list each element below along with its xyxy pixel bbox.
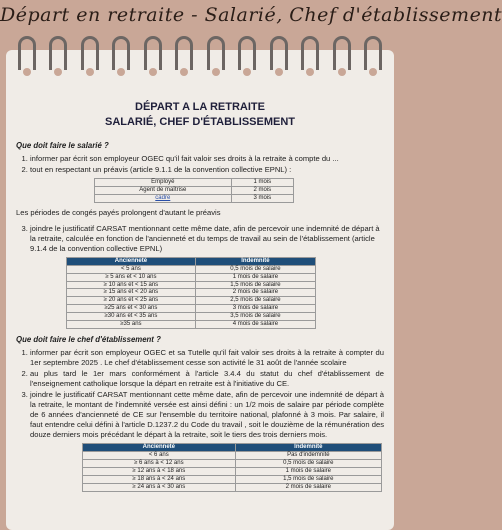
- table-row: [95, 194, 294, 202]
- table-cell: 1,5 mois de salaire: [235, 475, 381, 483]
- binding-ring: [49, 36, 67, 70]
- list-item: 3. joindre le justificatif CARSAT mentionnant cette même date, afin de percevoir une indemnité de départ à la retraite, calculée en fonction de l'ancienneté et du temps de travail au sein de l'établissement (article 9.1.4 de la convention collective EPNL): [30, 224, 384, 254]
- table-row: [67, 297, 316, 305]
- list-item: 2. tout en respectant un préavis (article 9.1.1 de la convention collective EPNL) :: [30, 165, 384, 175]
- table-row: [83, 467, 382, 475]
- table-header-row: [83, 444, 382, 452]
- table-cell: 0,5 mois de salaire: [195, 265, 315, 273]
- table-row: [83, 460, 382, 468]
- page-banner-title: Départ en retraite - Salarié, Chef d'établissement: [0, 4, 502, 26]
- table-cell: < 5 ans: [67, 265, 196, 273]
- table-row: [67, 281, 316, 289]
- table-cell: Employé: [95, 179, 232, 187]
- binding-ring: [112, 36, 130, 70]
- table-cell: ≥35 ans: [67, 320, 196, 328]
- table-row: [67, 305, 316, 313]
- table-row: [83, 452, 382, 460]
- table-cell: 2 mois de salaire: [235, 483, 381, 491]
- table-cell: 4 mois de salaire: [195, 320, 315, 328]
- table-row: [67, 320, 316, 328]
- binding-ring: [364, 36, 382, 70]
- document-content: [16, 100, 384, 492]
- table-cell: Pas d'indemnité: [235, 452, 381, 460]
- binding-ring: [18, 36, 36, 70]
- table-cell: ≥ 24 ans à < 30 ans: [83, 483, 236, 491]
- table-row: [67, 273, 316, 281]
- table-row: [67, 265, 316, 273]
- leave-note: Les périodes de congés payés prolongent d'autant le préavis: [16, 207, 221, 217]
- table-cell: 1 mois de salaire: [195, 273, 315, 281]
- table-cell: 3 mois: [231, 194, 293, 202]
- binding-ring: [81, 36, 99, 70]
- column-header: Indemnité: [235, 444, 381, 452]
- binding-ring: [144, 36, 162, 70]
- table-cell: ≥ 15 ans et < 20 ans: [67, 289, 196, 297]
- seniority-indemnity-table: [66, 257, 316, 329]
- binding-ring: [238, 36, 256, 70]
- table-header-row: [67, 257, 316, 265]
- table-cell: 1 mois de salaire: [235, 467, 381, 475]
- table-cell: ≥30 ans et < 35 ans: [67, 313, 196, 321]
- table-cell: ≥ 20 ans et < 25 ans: [67, 297, 196, 305]
- table-cell: 2 mois: [231, 186, 293, 194]
- table-cell: < 6 ans: [83, 452, 236, 460]
- binding-ring: [333, 36, 351, 70]
- table-row: [67, 313, 316, 321]
- column-header: Indemnité: [195, 257, 315, 265]
- table-row: [95, 186, 294, 194]
- table-cell: ≥ 5 ans et < 10 ans: [67, 273, 196, 281]
- head-indemnity-table: [82, 443, 382, 491]
- list-item: 1. informer par écrit son employeur OGEC qu'il fait valoir ses droits à la retraite à compte du ...: [30, 154, 384, 164]
- head-steps-list: [30, 348, 384, 440]
- notice-period-table: [94, 178, 294, 203]
- column-header: Ancienneté: [83, 444, 236, 452]
- column-header: Ancienneté: [67, 257, 196, 265]
- section-question-employee: Que doit faire le salarié ?: [16, 140, 109, 150]
- binding-ring: [175, 36, 193, 70]
- table-cell: 2,5 mois de salaire: [195, 297, 315, 305]
- table-cell: ≥25 ans et < 30 ans: [67, 305, 196, 313]
- spiral-binding: [18, 36, 382, 72]
- document-title: DÉPART A LA RETRAITE: [135, 101, 265, 113]
- binding-ring: [207, 36, 225, 70]
- table-cell: ≥ 18 ans à < 24 ans: [83, 475, 236, 483]
- binding-ring: [270, 36, 288, 70]
- table-cell: 1 mois: [231, 179, 293, 187]
- section-question-head: Que doit faire le chef d'établissement ?: [16, 334, 161, 344]
- binding-ring: [301, 36, 319, 70]
- table-cell: 3 mois de salaire: [195, 305, 315, 313]
- table-cell: ≥ 10 ans et < 15 ans: [67, 281, 196, 289]
- table-cell: 0,5 mois de salaire: [235, 460, 381, 468]
- list-item: 2. au plus tard le 1er mars conformément à l'article 3.4.4 du statut du chef d'établissement de l'enseignement catholique lorsque la départ en retraite est à l'initiative du CE.: [30, 369, 384, 389]
- table-cell: 1,5 mois de salaire: [195, 281, 315, 289]
- table-cell: 3,5 mois de salaire: [195, 313, 315, 321]
- table-cell: Agent de maîtrise: [95, 186, 232, 194]
- list-item: 1. informer par écrit son employeur OGEC et sa Tutelle qu'il fait valoir ses droits à la retraite à compter du 1er septembre 2025 . Le chef d'établissement cesse son activité le 31 août de l'année scolaire: [30, 348, 384, 368]
- table-row: [67, 289, 316, 297]
- document-subtitle: SALARIÉ, CHEF D'ÉTABLISSEMENT: [104, 116, 296, 129]
- cadre-link[interactable]: cadre: [95, 194, 232, 202]
- table-cell: ≥ 6 ans à < 12 ans: [83, 460, 236, 468]
- list-item: 3. joindre le justificatif CARSAT mentionnant cette même date, afin de percevoir une indemnité de départ à la retraite, le montant de l'indemnité versée est ainsi défini : un 1/2 mois de salaire par période complète de 6 années d'ancienneté de CE sur l'ensemble du territoire national, plafonné à 3 mois. Par salaire, il faut entendre celui défini à l'article D.1237.2 du Code du travail , soit le douzième de la rémunération des douze derniers mois précédant le départ à la retraite, soit le tiers des trois derniers mois.: [30, 390, 384, 440]
- table-cell: 2 mois de salaire: [195, 289, 315, 297]
- employee-steps-list-continued: [30, 224, 384, 254]
- table-row: [83, 475, 382, 483]
- employee-steps-list: [30, 154, 384, 175]
- table-cell: ≥ 12 ans à < 18 ans: [83, 467, 236, 475]
- table-row: [95, 179, 294, 187]
- table-row: [83, 483, 382, 491]
